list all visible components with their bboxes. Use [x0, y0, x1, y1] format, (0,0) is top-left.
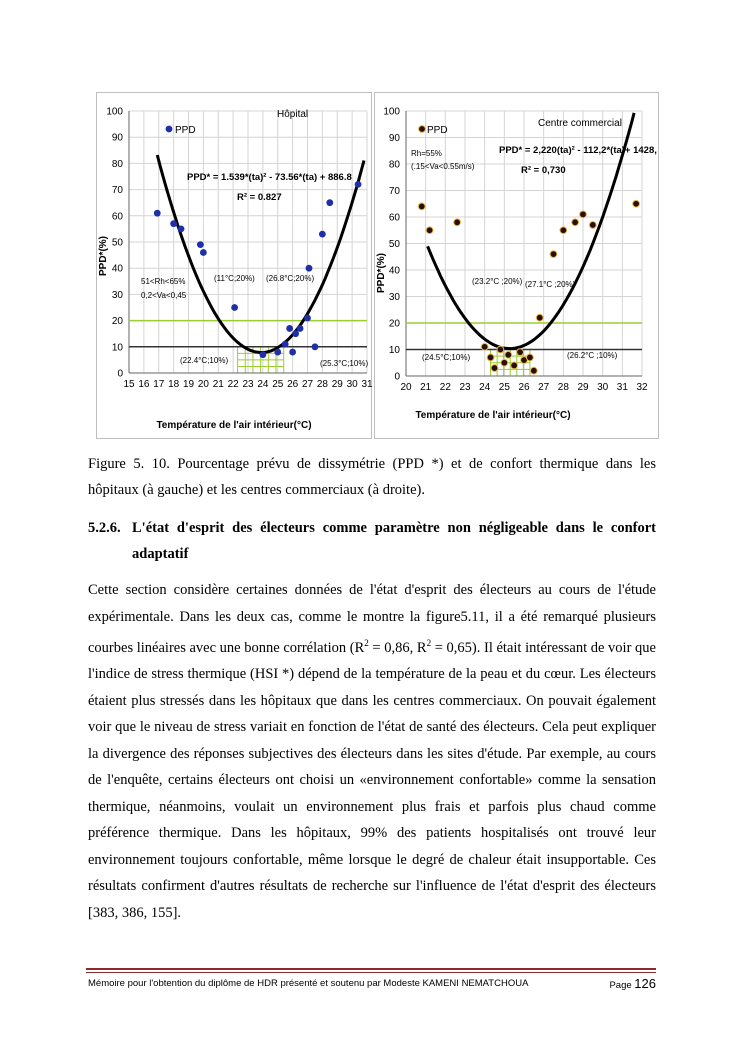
figure-mall [374, 92, 659, 439]
chart-mall [375, 93, 658, 438]
paragraph-text: = 0,86, R [368, 639, 427, 656]
y-tick-label: 90 [388, 133, 400, 144]
data-point [481, 343, 488, 350]
legend-label: PPD [175, 125, 196, 136]
data-point [154, 210, 161, 217]
x-tick-label: 28 [557, 382, 569, 393]
y-tick-label: 80 [111, 158, 123, 170]
data-point [517, 349, 524, 356]
y-tick-label: 100 [106, 106, 123, 118]
annotation: (24.5°C;10%) [422, 353, 471, 362]
x-tick-label: 24 [257, 379, 269, 390]
y-tick-label: 100 [383, 106, 400, 118]
legend-marker [166, 126, 173, 133]
data-point [292, 330, 299, 337]
y-tick-label: 60 [111, 211, 123, 223]
page-number: 126 [634, 976, 656, 991]
chart-grid [129, 111, 367, 373]
x-tick-label: 18 [168, 379, 180, 390]
x-tick-label: 23 [242, 379, 254, 390]
x-tick-label: 15 [123, 379, 135, 390]
equation: PPD* = 1.539*(ta)² - 73.56*(ta) + 886.8 [187, 172, 352, 183]
page-footer [88, 978, 656, 989]
x-tick-label: 30 [597, 382, 609, 393]
x-tick-label: 28 [316, 379, 328, 390]
x-tick-label: 22 [227, 379, 239, 390]
x-tick-label: 24 [479, 382, 491, 393]
r-squared: R² = 0.827 [237, 192, 282, 203]
zone-label-humidity: 51<Rh<65% [141, 277, 186, 286]
y-tick-label: 70 [111, 185, 123, 197]
data-point [304, 315, 311, 322]
data-point [355, 181, 362, 188]
x-tick-label: 19 [182, 379, 195, 390]
data-point [536, 314, 543, 321]
y-tick-label: 10 [111, 342, 123, 354]
x-tick-label: 22 [439, 382, 451, 393]
x-tick-label: 29 [577, 382, 589, 393]
x-tick-label: 21 [420, 382, 432, 393]
data-point [491, 365, 498, 372]
annotation: (22.4°C;10%) [180, 356, 229, 365]
x-tick-label: 16 [138, 379, 150, 390]
section-title: L'état d'esprit des électeurs comme paramètre non négligeable dans le confort adaptatif [132, 520, 656, 562]
zone-label-air-speed: (.15<Va<0.55m/s) [411, 162, 475, 171]
chart-title: Hôpital [277, 109, 309, 120]
superscript: 2 [426, 638, 432, 648]
r-squared: R² = 0,730 [521, 165, 566, 176]
zone-label-humidity: Rh=55% [411, 149, 442, 158]
data-point [426, 227, 433, 234]
x-tick-label: 32 [636, 382, 648, 393]
y-tick-label: 0 [117, 368, 123, 380]
y-tick-label: 0 [394, 371, 400, 383]
superscript: 2 [364, 638, 369, 648]
x-tick-label: 17 [153, 379, 165, 390]
data-point [501, 359, 508, 366]
x-tick-label: 31 [361, 379, 373, 390]
x-tick-label: 29 [331, 379, 343, 390]
page-label: Page [609, 980, 632, 991]
x-tick-label: 31 [616, 382, 628, 393]
x-tick-label: 27 [538, 382, 550, 393]
data-point [505, 351, 512, 358]
data-point [589, 222, 596, 229]
data-point [560, 227, 567, 234]
footer-rule-thin [86, 972, 656, 973]
data-point [530, 367, 537, 374]
x-axis-label: Température de l'air intérieur(°C) [156, 420, 312, 431]
chart-hospital [97, 93, 371, 438]
legend-label: PPD [427, 125, 448, 136]
data-point [197, 241, 204, 248]
data-point [297, 325, 304, 332]
data-point [178, 226, 185, 233]
x-tick-label: 21 [212, 379, 224, 390]
data-point [550, 251, 557, 258]
data-point [306, 265, 313, 272]
y-tick-label: 20 [388, 318, 400, 330]
data-point [572, 219, 579, 226]
x-tick-label: 25 [272, 379, 284, 390]
body-paragraph [88, 577, 656, 926]
data-point [487, 354, 494, 361]
zone-label-air-speed: 0,2<Va<0,45 [141, 291, 187, 300]
y-tick-label: 20 [111, 316, 123, 328]
annotation: (25.3°C;10%) [320, 359, 369, 368]
y-tick-label: 70 [388, 186, 400, 197]
annotation: (23.2°C ;20%) [472, 277, 523, 286]
data-point [231, 304, 238, 311]
annotation: (26.8°C;20%) [266, 274, 315, 283]
data-point [326, 199, 333, 206]
y-tick-label: 50 [388, 239, 400, 250]
footer-rule [86, 968, 656, 970]
y-axis-label: PPD*(%) [376, 252, 387, 294]
chart-title: Centre commercial [538, 118, 622, 129]
y-tick-label: 30 [111, 289, 123, 301]
y-tick-label: 10 [388, 345, 400, 356]
legend-marker [419, 126, 426, 133]
annotation: (27.1°C ;20%) [525, 280, 576, 289]
data-point [259, 351, 266, 358]
y-tick-label: 30 [388, 292, 400, 303]
equation: PPD* = 2,220(ta)² - 112,2*(ta)+ 1428, [499, 145, 657, 156]
x-tick-label: 20 [400, 382, 412, 393]
section-heading [88, 515, 656, 567]
data-point [286, 325, 293, 332]
x-tick-label: 26 [518, 382, 530, 393]
paragraph-text: = 0,65). Il était intéressant de voir que l'indice de stress thermique (HSI *) dépend de la température de la peau et du cœur. Les électeurs étaient plus stressés dans les hôpitaux que dans les centres commerciaux. On pouvait également voir que le niveau de stress variait en fonction de l'état de santé des électeurs. Cela peut expliquer la divergence des réponses subjectives des électeurs dans les sites d'étude. Par exemple, au cours de l'enquête, certains électeurs ont choisi un «environnement confortable» comme la sensation thermique, néanmoins, voulait un environnement plus frais et parfois plus chaud comme préférence thermique. Dans les hôpitaux, 99% des patients hospitalisés ont trouvé leur environnement toujours confortable, même lorsque le degré de chaleur était insupportable. Ces résultats confirment d'autres résultats de recherche sur l'influence de l'état d'esprit des électeurs [383, 386, 155]. [88, 639, 656, 921]
data-point [200, 249, 207, 256]
x-tick-label: 27 [301, 379, 314, 390]
footer-text: Mémoire pour l'obtention du diplôme de HDR présenté et soutenu par Modeste KAMENI NEMATCHOUA [88, 978, 529, 989]
data-point [454, 219, 461, 226]
figure-hospital [96, 92, 372, 439]
y-tick-label: 40 [111, 263, 123, 275]
data-point [170, 220, 177, 227]
data-point [319, 231, 326, 238]
figure-caption: Figure 5. 10. Pourcentage prévu de dissymétrie (PPD *) et de confort thermique dans les hôpitaux (à gauche) et les centres commerciaux (à droite). [88, 456, 656, 498]
x-tick-label: 30 [346, 379, 358, 390]
paragraph-text: Cette section considère certaines données de l'état d'esprit des électeurs au cours de l'étude expérimentale. Dans les deux cas, comme le montre la figure5.11, il a été remarqué plusieurs courbes linéaires avec une bonne corrélation (R [88, 582, 656, 656]
y-tick-label: 40 [388, 265, 400, 277]
y-tick-label: 50 [111, 237, 123, 249]
data-point [580, 211, 587, 218]
data-point [497, 346, 504, 353]
annotation: (26.2°C ;10%) [567, 351, 618, 360]
data-point [511, 362, 518, 369]
section-number: 5.2.6. [88, 520, 121, 536]
x-tick-label: 23 [459, 382, 471, 393]
data-point [274, 349, 281, 356]
data-point [527, 354, 534, 361]
data-point [312, 343, 319, 350]
y-tick-label: 80 [388, 159, 400, 171]
x-axis-label: Température de l'air intérieur(°C) [415, 410, 571, 421]
x-tick-label: 26 [287, 379, 299, 390]
page-number-block [609, 976, 656, 991]
y-tick-label: 90 [111, 132, 123, 144]
y-axis-label: PPD*(%) [98, 235, 109, 277]
x-tick-label: 25 [498, 382, 510, 393]
y-tick-label: 60 [388, 212, 400, 224]
annotation: (11°C;20%) [214, 274, 255, 283]
x-tick-label: 20 [197, 379, 209, 390]
data-point [633, 200, 640, 207]
data-point [282, 341, 289, 348]
data-point [418, 203, 425, 210]
data-point [289, 349, 296, 356]
